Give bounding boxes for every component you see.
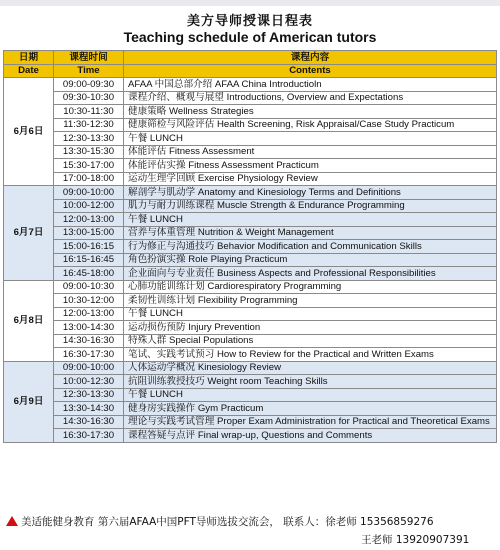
footer-line-1: 美适能健身教育 第六届AFAA中国PFT导师选拔交流会， 联系人：徐老师 15356859276 <box>21 516 434 528</box>
schedule-row <box>4 226 497 240</box>
session-time: 12:00-13:00 <box>54 213 124 227</box>
schedule-row <box>4 294 497 308</box>
header-time-cn: 课程时间 <box>54 51 124 65</box>
header-time-en: Time <box>54 64 124 78</box>
schedule-row <box>4 145 497 159</box>
session-content: 企业面向与专业责任 Business Aspects and Professional Responsibilities <box>124 267 497 281</box>
footer-contact-line-2: 王老师 13920907391 <box>361 534 470 546</box>
session-content: 午餐 LUNCH <box>124 307 497 321</box>
session-content: 午餐 LUNCH <box>124 213 497 227</box>
schedule-row <box>4 172 497 186</box>
session-content: 人体运动学概况 Kinesiology Review <box>124 361 497 375</box>
session-content: 营养与体重管理 Nutrition & Weight Management <box>124 226 497 240</box>
schedule-row <box>4 132 497 146</box>
header-date-en: Date <box>4 64 54 78</box>
header-content-en: Contents <box>124 64 497 78</box>
session-time: 09:30-10:30 <box>54 91 124 105</box>
session-time: 13:00-14:30 <box>54 321 124 335</box>
session-time: 17:00-18:00 <box>54 172 124 186</box>
session-time: 16:30-17:30 <box>54 348 124 362</box>
schedule-row <box>4 253 497 267</box>
session-time: 15:00-16:15 <box>54 240 124 254</box>
session-content: 健康筛检与风险评估 Health Screening, Risk Appraisal/Case Study Practicum <box>124 118 497 132</box>
session-time: 09:00-10:00 <box>54 361 124 375</box>
session-time: 15:30-17:00 <box>54 159 124 173</box>
schedule-row <box>4 240 497 254</box>
schedule-body <box>4 51 497 443</box>
session-time: 10:00-12:30 <box>54 375 124 389</box>
top-strip <box>0 0 500 6</box>
session-time: 10:30-11:30 <box>54 105 124 119</box>
schedule-row <box>4 402 497 416</box>
session-content: 运动生理学回顾 Exercise Physiology Review <box>124 172 497 186</box>
schedule-row <box>4 429 497 443</box>
schedule-row <box>4 321 497 335</box>
schedule-row <box>4 361 497 375</box>
schedule-row <box>4 375 497 389</box>
session-time: 12:30-13:30 <box>54 388 124 402</box>
day-date-cell: 6月9日 <box>4 361 54 442</box>
session-time: 13:30-14:30 <box>54 402 124 416</box>
schedule-row <box>4 348 497 362</box>
schedule-row <box>4 186 497 200</box>
schedule-row <box>4 78 497 92</box>
session-content: 心肺功能训练计划 Cardiorespiratory Programming <box>124 280 497 294</box>
session-content: 午餐 LUNCH <box>124 132 497 146</box>
schedule-row <box>4 213 497 227</box>
session-time: 14:30-16:30 <box>54 334 124 348</box>
session-content: 特殊人群 Special Populations <box>124 334 497 348</box>
session-content: 解剖学与肌动学 Anatomy and Kinesiology Terms and Definitions <box>124 186 497 200</box>
day-date-cell: 6月7日 <box>4 186 54 281</box>
session-time: 10:00-12:00 <box>54 199 124 213</box>
day-date-cell: 6月6日 <box>4 78 54 186</box>
schedule-row <box>4 267 497 281</box>
session-content: 体能评估 Fitness Assessment <box>124 145 497 159</box>
session-content: 课程介绍、概观与展望 Introductions, Overview and Expectations <box>124 91 497 105</box>
session-time: 09:00-10:30 <box>54 280 124 294</box>
session-time: 13:00-15:00 <box>54 226 124 240</box>
header-content-cn: 课程内容 <box>124 51 497 65</box>
schedule-row <box>4 388 497 402</box>
day-date-cell: 6月8日 <box>4 280 54 361</box>
session-time: 13:30-15:30 <box>54 145 124 159</box>
schedule-row <box>4 118 497 132</box>
session-time: 12:00-13:00 <box>54 307 124 321</box>
session-content: 柔韧性训练计划 Flexibility Programming <box>124 294 497 308</box>
footer-contact-line <box>6 514 434 529</box>
schedule-row <box>4 280 497 294</box>
session-content: 健康策略 Wellness Strategies <box>124 105 497 119</box>
title-chinese: 美方导师授课日程表 <box>186 14 313 29</box>
schedule-row <box>4 105 497 119</box>
session-time: 16:30-17:30 <box>54 429 124 443</box>
session-content: 笔试、实践考试预习 How to Review for the Practical and Written Exams <box>124 348 497 362</box>
schedule-row <box>4 91 497 105</box>
session-time: 09:00-09:30 <box>54 78 124 92</box>
session-time: 16:45-18:00 <box>54 267 124 281</box>
session-content: 健身房实践操作 Gym Practicum <box>124 402 497 416</box>
schedule-row <box>4 415 497 429</box>
header-row-english <box>4 64 497 78</box>
schedule-row <box>4 307 497 321</box>
session-time: 10:30-12:00 <box>54 294 124 308</box>
session-time: 16:15-16:45 <box>54 253 124 267</box>
warning-triangle-icon <box>6 516 18 526</box>
session-content: 运动损伤预防 Injury Prevention <box>124 321 497 335</box>
session-content: AFAA 中国总部介绍 AFAA China Introductioln <box>124 78 497 92</box>
session-time: 09:00-10:00 <box>54 186 124 200</box>
session-time: 11:30-12:30 <box>54 118 124 132</box>
session-content: 角色扮演实操 Role Playing Practicum <box>124 253 497 267</box>
session-content: 行为修正与沟通技巧 Behavior Modification and Communication Skills <box>124 240 497 254</box>
title-english: Teaching schedule of American tutors <box>123 29 377 45</box>
schedule-table <box>3 50 497 443</box>
header-date-cn: 日期 <box>4 51 54 65</box>
session-content: 理论与实践考试管理 Proper Exam Administration for Practical and Theoretical Exams <box>124 415 497 429</box>
schedule-row <box>4 334 497 348</box>
session-content: 体能评估实操 Fitness Assessment Practicum <box>124 159 497 173</box>
session-content: 肌力与耐力训练课程 Muscle Strength & Endurance Programming <box>124 199 497 213</box>
session-time: 14:30-16:30 <box>54 415 124 429</box>
session-content: 课程答疑与点评 Final wrap-up, Questions and Comments <box>124 429 497 443</box>
session-content: 午餐 LUNCH <box>124 388 497 402</box>
schedule-row <box>4 199 497 213</box>
schedule-row <box>4 159 497 173</box>
session-content: 抗阻训练教授技巧 Weight room Teaching Skills <box>124 375 497 389</box>
session-time: 12:30-13:30 <box>54 132 124 146</box>
header-row-chinese <box>4 51 497 65</box>
